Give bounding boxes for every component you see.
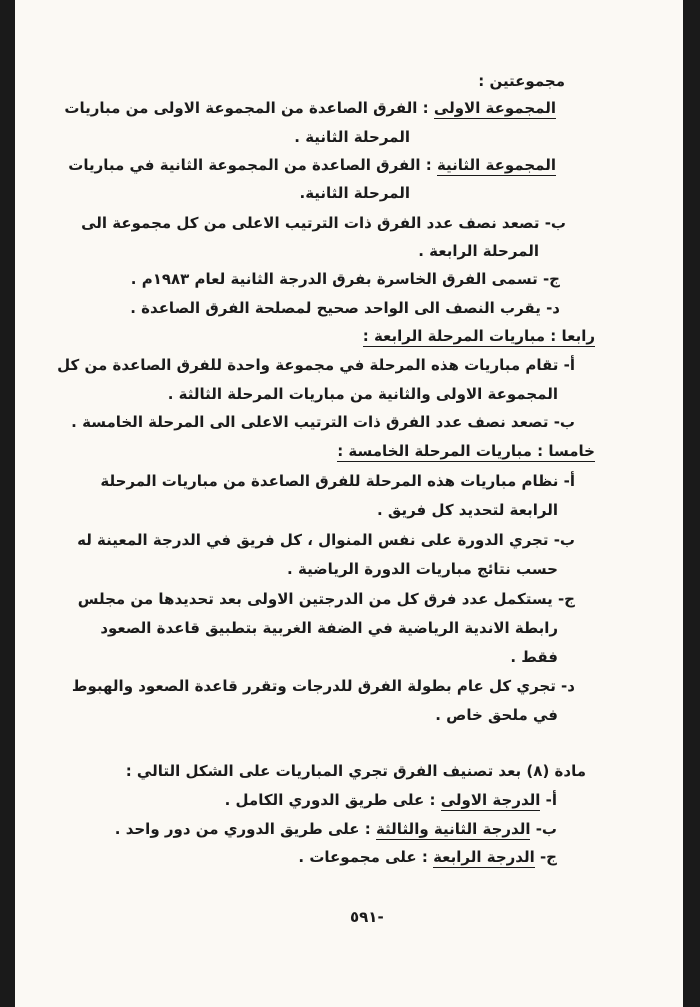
list-marker: ب- bbox=[530, 820, 557, 838]
text-line: المرحلة الرابعة . bbox=[418, 242, 539, 260]
text-segment: : على طريق الدوري الكامل . bbox=[224, 791, 441, 809]
text-line: أ- نظام مباريات هذه المرحلة للفرق الصاعدة من مباريات المرحلة bbox=[100, 472, 575, 490]
text-line: ج- تسمى الفرق الخاسرة بفرق الدرجة الثانية لعام ١٩٨٣م . bbox=[130, 270, 560, 288]
grade-two-three-label: الدرجة الثانية والثالثة bbox=[375, 820, 531, 838]
text-segment: : الفرق الصاعدة من المجموعة الثانية في مباريات bbox=[68, 156, 437, 174]
grade-four-label: الدرجة الرابعة bbox=[433, 848, 535, 866]
text-segment: : على مجموعات . bbox=[298, 848, 434, 866]
section-heading bbox=[337, 440, 595, 462]
text-line: رابطة الاندية الرياضية في الضفة الغربية بتطبيق قاعدة الصعود bbox=[100, 619, 558, 637]
text-line: ج- يستكمل عدد فرق كل من الدرجتين الاولى بعد تحديدها من مجلس bbox=[77, 590, 575, 608]
text-line: مجموعتين : bbox=[478, 72, 565, 90]
text-line: أ- تقام مباريات هذه المرحلة في مجموعة واحدة للفرق الصاعدة من كل bbox=[57, 356, 575, 374]
list-marker: أ- bbox=[540, 791, 557, 809]
text-line bbox=[68, 154, 556, 176]
text-line bbox=[298, 846, 557, 868]
text-line: د- يقرب النصف الى الواحد صحيح لمصلحة الفرق الصاعدة . bbox=[130, 299, 560, 317]
text-segment: : الفرق الصاعدة من المجموعة الاولى من مباريات bbox=[64, 99, 434, 117]
text-line: ب- تجري الدورة على نفس المنوال ، كل فريق في الدرجة المعينة له bbox=[77, 531, 575, 549]
text-line: المرحلة الثانية. bbox=[299, 184, 410, 202]
text-line bbox=[64, 97, 556, 119]
text-line: في ملحق خاص . bbox=[435, 706, 558, 724]
text-segment: : على طريق الدوري من دور واحد . bbox=[114, 820, 376, 838]
group-one-label: المجموعة الاولى bbox=[433, 99, 556, 117]
text-line: المجموعة الاولى والثانية من مباريات المرحلة الثالثة . bbox=[167, 385, 558, 403]
text-line bbox=[225, 789, 557, 811]
page-number: -٥٩١ bbox=[350, 908, 384, 926]
article-heading: مادة (٨) بعد تصنيف الفرق تجري المباريات على الشكل التالي : bbox=[125, 762, 586, 780]
list-marker: ج- bbox=[534, 848, 557, 866]
text-line: الرابعة لتحديد كل فريق . bbox=[377, 501, 558, 519]
document-page bbox=[15, 0, 683, 1007]
text-line: حسب نتائج مباريات الدورة الرياضية . bbox=[287, 560, 558, 578]
section-heading-text: رابعا : مباريات المرحلة الرابعة : bbox=[362, 327, 595, 345]
text-line: المرحلة الثانية . bbox=[294, 128, 410, 146]
grade-one-label: الدرجة الاولى bbox=[440, 791, 541, 809]
text-line: ب- تصعد نصف عدد الفرق ذات الترتيب الاعلى من كل مجموعة الى bbox=[81, 214, 566, 232]
section-heading bbox=[363, 325, 595, 347]
text-line bbox=[115, 818, 557, 840]
group-two-label: المجموعة الثانية bbox=[436, 156, 556, 174]
text-line: د- تجري كل عام بطولة الفرق للدرجات وتقرر قاعدة الصعود والهبوط bbox=[71, 677, 575, 695]
section-heading-text: خامسا : مباريات المرحلة الخامسة : bbox=[337, 442, 595, 460]
text-line: فقط . bbox=[510, 648, 558, 666]
text-line: ب- تصعد نصف عدد الفرق ذات الترتيب الاعلى الى المرحلة الخامسة . bbox=[71, 413, 575, 431]
